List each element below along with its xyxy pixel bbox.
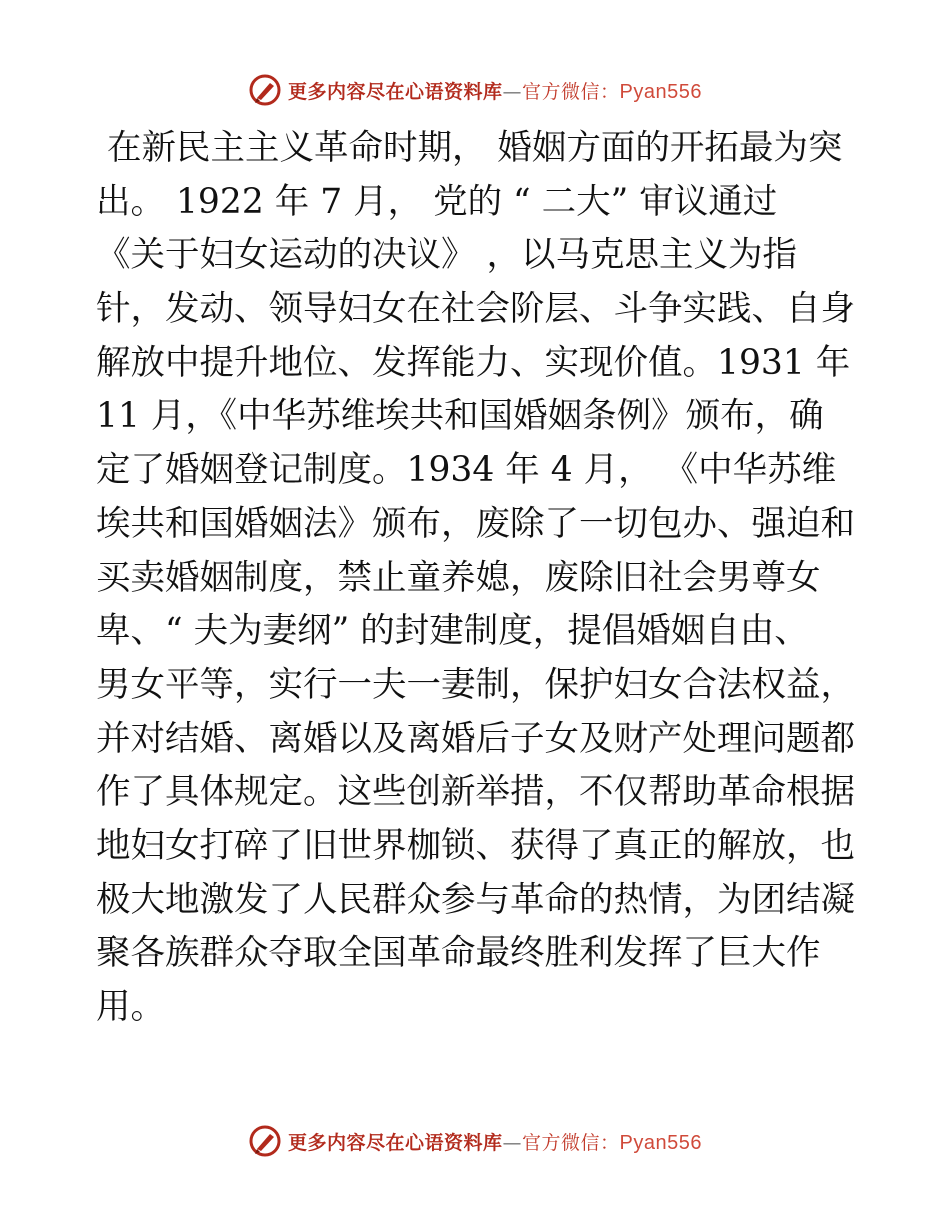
header-banner-sub: 官方微信： bbox=[522, 80, 620, 103]
paragraph-line: 作了具体规定。这些创新举措，不仅帮助革命根据 bbox=[96, 772, 855, 813]
paragraph-line: 并对结婚、离婚以及离婚后子女及财产处理问题都 bbox=[96, 718, 855, 759]
header-banner-main: 更多内容尽在心语资料库 bbox=[288, 80, 503, 103]
paragraph-line: 在新民主主义革命时期， 婚姻方面的开拓最为突 bbox=[96, 128, 843, 168]
paragraph-line: 用。 bbox=[96, 987, 165, 1027]
paragraph-line: 《关于妇女运动的决议》 ，以马克思主义为指 bbox=[96, 235, 797, 276]
pen-logo-icon bbox=[248, 73, 282, 107]
paragraph-line: 解放中提升地位、发挥能力、实现价值。1931 年 bbox=[96, 342, 851, 383]
footer-banner-sub: 官方微信： bbox=[522, 1131, 620, 1154]
paragraph-line: 买卖婚姻制度，禁止童养媳，废除旧社会男尊女 bbox=[96, 557, 821, 598]
paragraph-line: 男女平等，实行一夫一妻制，保护妇女合法权益， bbox=[96, 664, 855, 705]
header-banner-dash: — bbox=[502, 80, 523, 103]
paragraph-line: 出。 1922 年 7 月， 党的 “ 二大” 审议通过 bbox=[96, 181, 778, 222]
footer-banner-handle: Pyan556 bbox=[619, 1131, 702, 1154]
footer-banner-text bbox=[288, 1128, 702, 1155]
paragraph-line: 聚各族群众夺取全国革命最终胜利发挥了巨大作 bbox=[96, 933, 821, 974]
header-banner-text bbox=[288, 77, 702, 104]
header-banner bbox=[0, 70, 950, 110]
paragraph-line: 地妇女打碎了旧世界枷锁、获得了真正的解放，也 bbox=[96, 825, 855, 866]
paragraph-line: 11 月，《中华苏维埃共和国婚姻条例》颁布，确 bbox=[96, 396, 824, 437]
paragraph-line: 埃共和国婚姻法》颁布，废除了一切包办、强迫和 bbox=[96, 503, 855, 544]
footer-banner-dash: — bbox=[502, 1131, 523, 1154]
paragraph-line: 卑、“ 夫为妻纲” 的封建制度，提倡婚姻自由、 bbox=[96, 611, 809, 652]
footer-banner bbox=[0, 1121, 950, 1161]
body-paragraph bbox=[96, 122, 856, 1035]
paragraph-line: 定了婚姻登记制度。1934 年 4 月， 《中华苏维 bbox=[96, 450, 837, 491]
footer-banner-main: 更多内容尽在心语资料库 bbox=[288, 1131, 503, 1154]
pen-logo-icon bbox=[248, 1124, 282, 1158]
header-banner-handle: Pyan556 bbox=[619, 80, 702, 103]
paragraph-line: 极大地激发了人民群众参与革命的热情，为团结凝 bbox=[96, 879, 855, 920]
paragraph-line: 针，发动、领导妇女在社会阶层、斗争实践、自身 bbox=[96, 289, 855, 330]
